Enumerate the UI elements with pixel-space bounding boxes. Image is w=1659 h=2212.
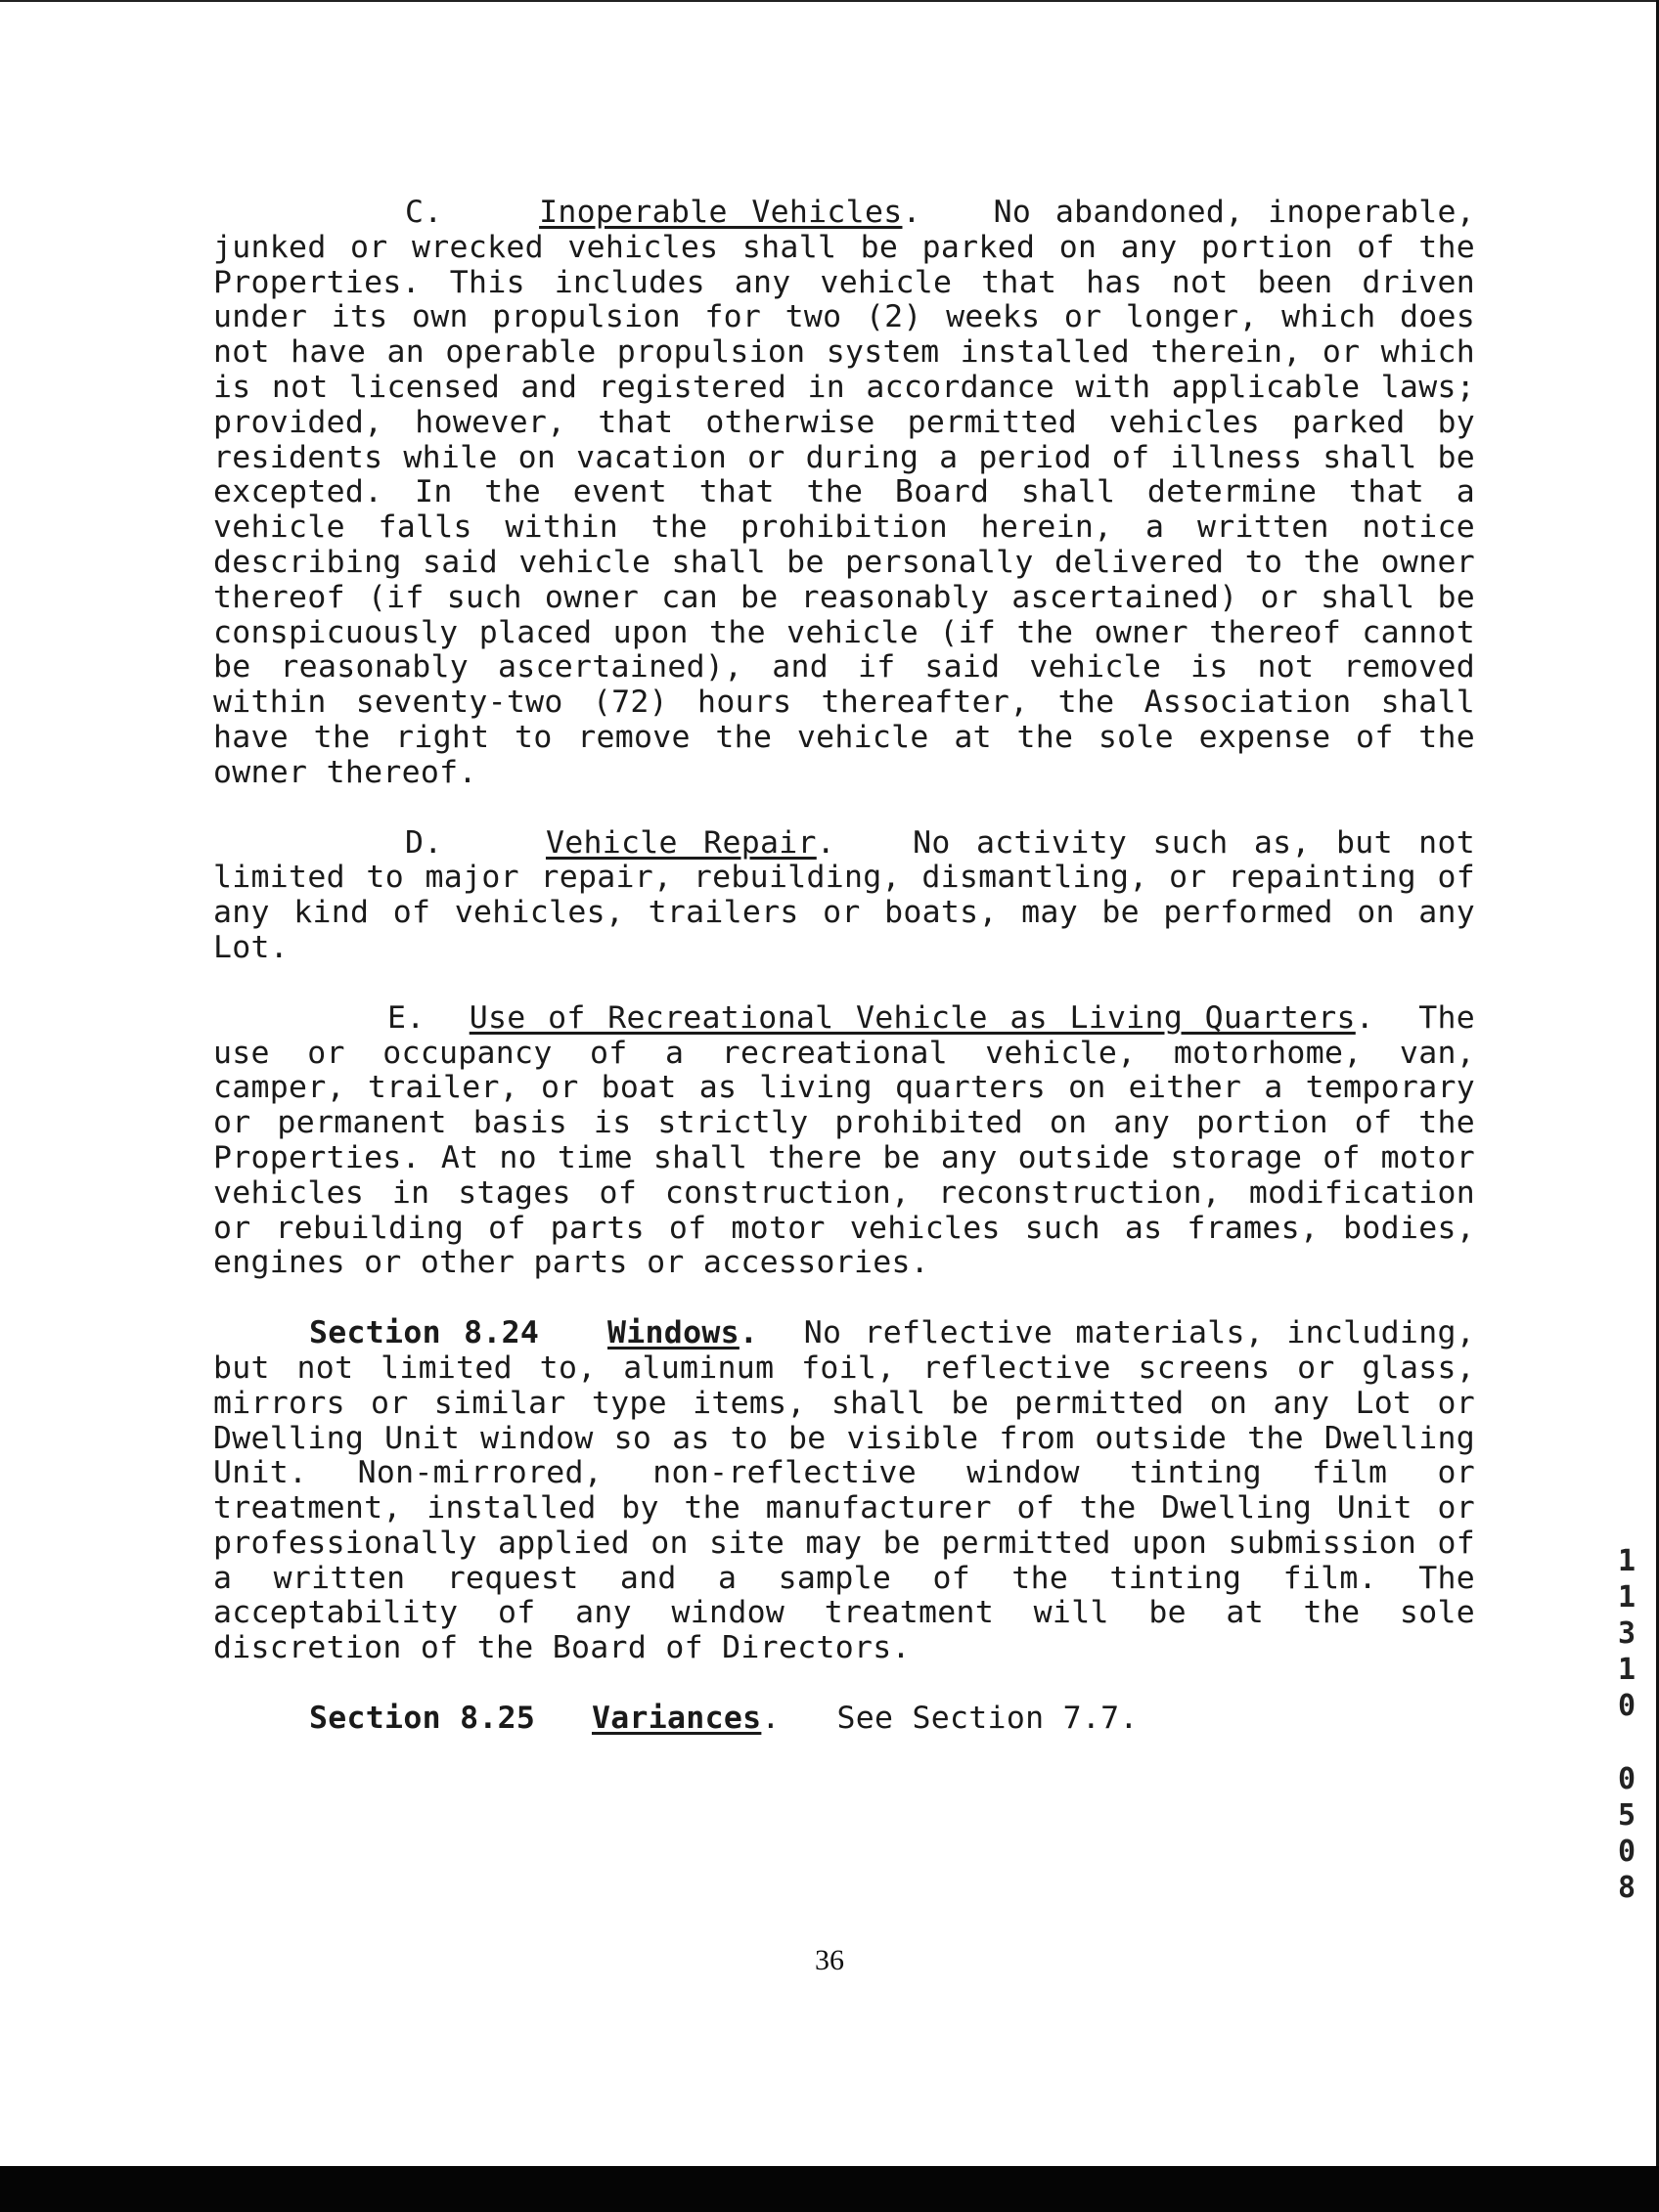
paragraph-vehicle-repair xyxy=(213,826,1475,966)
scan-bottom-border xyxy=(0,2166,1659,2212)
paragraph-inoperable-vehicles xyxy=(213,196,1475,791)
document-body xyxy=(213,196,1475,1737)
title-period: . xyxy=(902,195,921,230)
stamp-digit: 0 xyxy=(1617,1689,1637,1723)
paragraph-text: No activity such as, but not limited to major repair, rebuilding, dismantling, or repainting of any kind of vehicles, trailers or boats, may be performed on any Lot. xyxy=(213,824,1475,965)
paragraph-text: The use or occupancy of a recreational vehicle, motorhome, van, camper, trailer, or boat as living quarters on either a temporary or permanent basis is strictly prohibited on any portion of the Properties. At no time shall there be any outside storage of motor vehicles in stages of construction, reconstruction, modification or rebuilding of parts of motor vehicles such as frames, bodies, engines or other parts or accessories. xyxy=(213,999,1476,1281)
subsection-label: E. xyxy=(387,999,426,1036)
paragraph-text: See Section 7.7. xyxy=(836,1701,1139,1737)
stamp-digit: 3 xyxy=(1617,1616,1637,1651)
subsection-title: Vehicle Repair xyxy=(545,824,817,861)
scan-top-border xyxy=(0,0,1659,2)
margin-recording-stamp xyxy=(1614,1543,1639,1906)
stamp-digit: 0 xyxy=(1617,1762,1637,1796)
section-title: Variances xyxy=(591,1701,762,1737)
title-period: . xyxy=(761,1701,781,1737)
stamp-gap xyxy=(1614,1724,1639,1761)
stamp-digit: 1 xyxy=(1617,1653,1637,1687)
title-period: . xyxy=(1355,999,1375,1036)
subsection-label: C. xyxy=(405,195,443,230)
stamp-digit: 5 xyxy=(1617,1798,1637,1833)
subsection-title: Inoperable Vehicles xyxy=(539,195,903,230)
paragraph-text: No abandoned, inoperable, junked or wrecked vehicles shall be parked on any portion of the Properties. This includes any vehicle that has not been driven under its own propulsion for two (2) weeks or longer, which does not have an operable propulsion system installed therein, or which is not licensed and registered in accordance with applicable laws; provided, however, that otherwise permitted vehicles parked by residents while on vacation or during a period of illness shall be excepted. In the event that the Board shall determine that a vehicle falls within the prohibition herein, a written notice describing said vehicle shall be personally delivered to the owner thereof (if such owner can be reasonably ascertained) or shall be conspicuously placed upon the vehicle (if the owner thereof cannot be reasonably ascertained), and if said vehicle is not removed within seventy-two (72) hours thereafter, the Association shall have the right to remove the vehicle at the sole expense of the owner thereof. xyxy=(213,195,1476,790)
stamp-digit: 1 xyxy=(1617,1544,1637,1578)
paragraph-text: No reflective materials, including, but not limited to, aluminum foil, reflective screens or glass, mirrors or similar type items, shall be permitted on any Lot or Dwelling Unit window so as to be visible from outside the Dwelling Unit. Non-mirrored, non-reflective window tinting film or treatment, installed by the manufacturer of the Dwelling Unit or professionally applied on site may be permitted upon submission of a written request and a sample of the tinting film. The acceptability of any window treatment will be at the sole discretion of the Board of Directors. xyxy=(213,1315,1475,1666)
stamp-digit: 8 xyxy=(1617,1871,1637,1905)
section-number: Section 8.25 xyxy=(309,1701,536,1737)
subsection-title: Use of Recreational Vehicle as Living Quarters xyxy=(469,999,1356,1036)
stamp-digit: 0 xyxy=(1617,1835,1637,1869)
title-period: . xyxy=(739,1315,759,1351)
page-number: 36 xyxy=(815,1944,844,1976)
paragraph-section-8-25 xyxy=(213,1702,1475,1737)
stamp-digit: 1 xyxy=(1617,1580,1637,1615)
section-title: Windows xyxy=(607,1315,740,1351)
title-period: . xyxy=(816,824,836,861)
section-number: Section 8.24 xyxy=(309,1315,540,1351)
paragraph-recreational-vehicle xyxy=(213,1001,1475,1281)
paragraph-section-8-24 xyxy=(213,1316,1475,1666)
subsection-label: D. xyxy=(405,824,443,861)
